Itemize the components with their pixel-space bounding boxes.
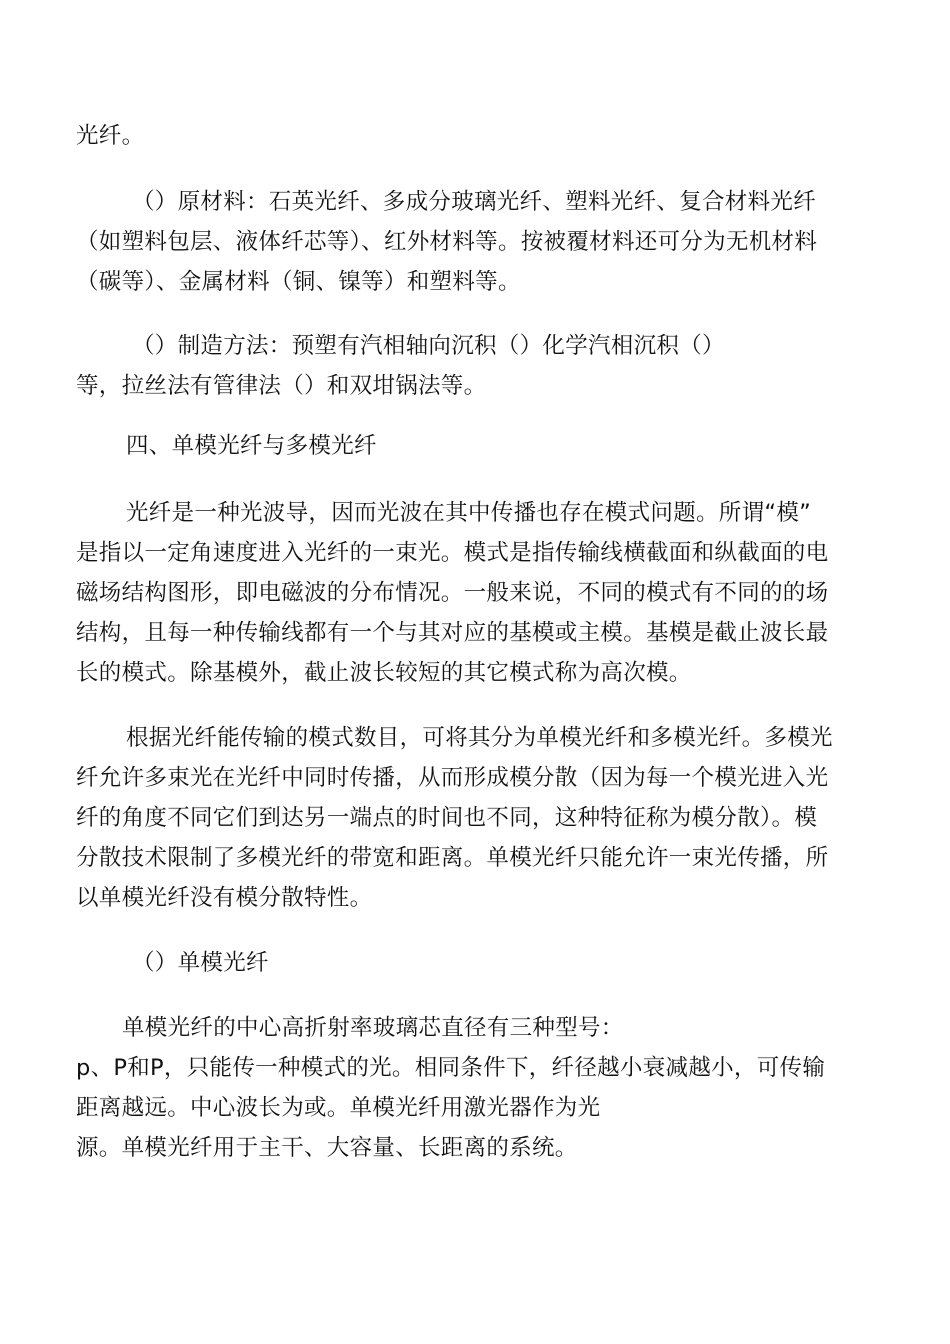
text-line: 以单模光纤没有模分散特性。 (76, 885, 373, 911)
text-line: （碳等）、金属材料（铜、镍等）和塑料等。 (76, 269, 521, 295)
text-line: 是指以一定角速度进入光纤的一束光。模式是指传输线横截面和纵截面的电 (76, 540, 829, 566)
text-line: 距离越远。中心波长为或。单模光纤用激光器作为光 (76, 1095, 601, 1121)
text-line: （）原材料：石英光纤、多成分玻璃光纤、塑料光纤、复合材料光纤 (132, 189, 817, 215)
text-line: （如塑料包层、液体纤芯等）、红外材料等。按被覆材料还可分为无机材料 (76, 229, 818, 255)
text-line: 纤的角度不同它们到达另一端点的时间也不同，这种特征称为模分散）。模 (76, 805, 818, 831)
text-line: 等，拉丝法有管律法（）和双坩锅法等。 (76, 373, 487, 399)
section-heading: 四、单模光纤与多模光纤 (126, 433, 377, 459)
text-line: 磁场结构图形，即电磁波的分布情况。一般来说，不同的模式有不同的的场 (76, 580, 829, 606)
text-line: 分散技术限制了多模光纤的带宽和距离。单模光纤只能允许一束光传播，所 (76, 845, 829, 871)
text-line: 纤允许多束光在光纤中同时传播，从而形成模分散（因为每一个模光进入光 (76, 765, 829, 791)
text-line: 长的模式。除基模外，截止波长较短的其它模式称为高次模。 (76, 660, 692, 686)
text-line: （）制造方法：预塑有汽相轴向沉积（）化学汽相沉积（） (132, 333, 725, 359)
text-line: 光纤。 (76, 123, 145, 149)
text-line: 单模光纤的中心高折射率玻璃芯直径有三种型号： (122, 1015, 624, 1041)
text-line: 结构，且每一种传输线都有一个与其对应的基模或主模。基模是截止波长最 (76, 620, 829, 646)
text-line: 根据光纤能传输的模式数目，可将其分为单模光纤和多模光纤。多模光 (126, 725, 833, 751)
text-line: 源。单模光纤用于主干、大容量、长距离的系统。 (76, 1135, 578, 1161)
text-line: 光纤是一种光波导，因而光波在其中传播也存在模式问题。所谓“模” (126, 500, 812, 526)
text-line: p、P和P，只能传一种模式的光。相同条件下，纤径越小衰减越小，可传输 (76, 1055, 826, 1081)
subsection-heading: （）单模光纤 (132, 950, 269, 976)
